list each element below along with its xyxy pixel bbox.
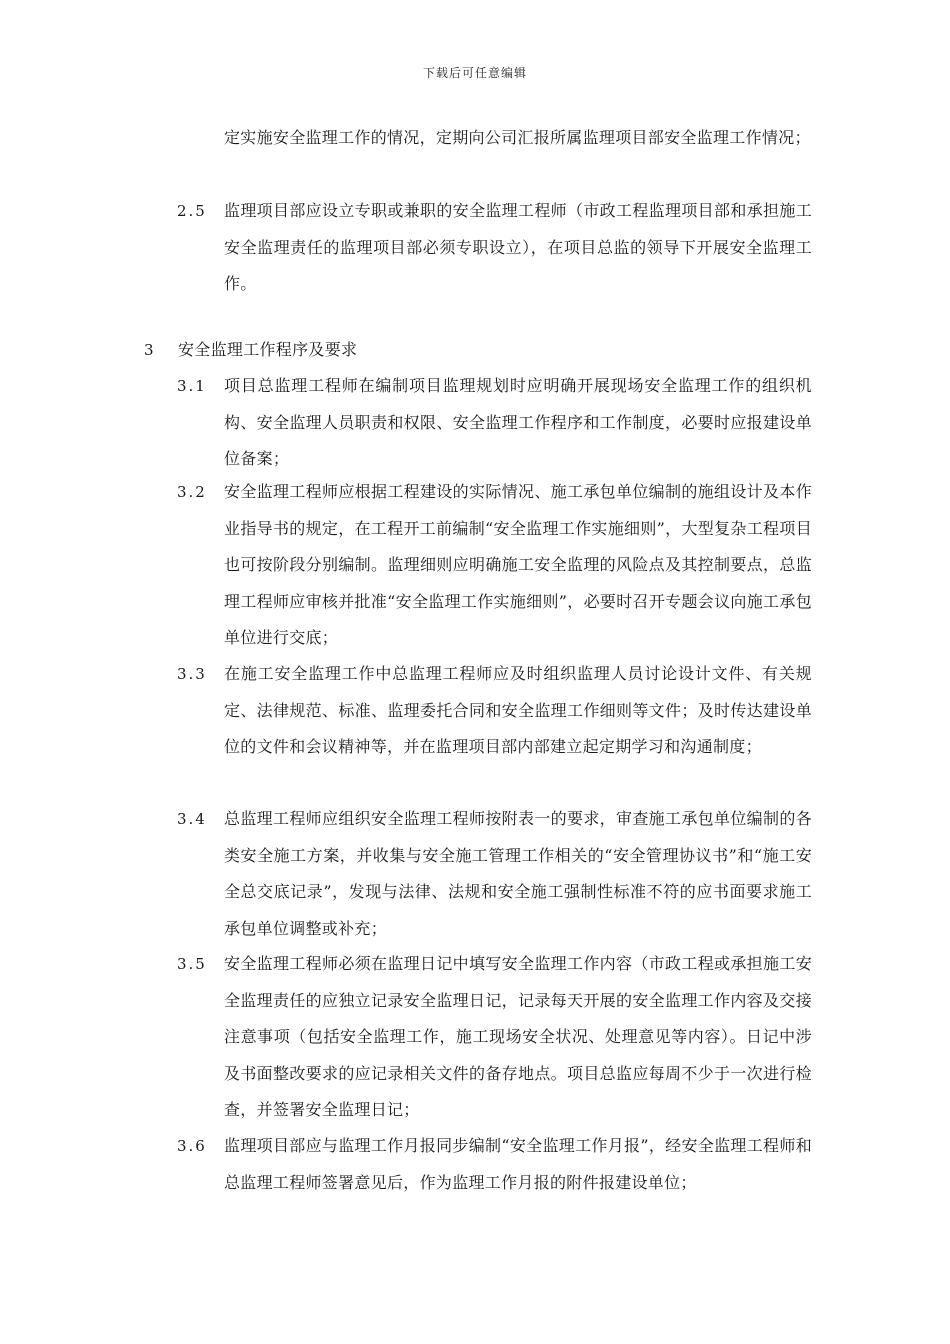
section-3-number: 3: [144, 341, 154, 359]
item-2-5-text: 监理项目部应设立专职或兼职的安全监理工程师（市政工程监理项目部和承担施工安全监理责任的监理项目部必须专职设立），在项目总监的领导下开展安全监理工作。: [224, 201, 812, 293]
item-3-1-text: 项目总监理工程师在编制项目监理规划时应明确开展现场安全监理工作的组织机构、安全监理人员职责和权限、安全监理工作程序和工作制度，必要时应报建设单位备案；: [224, 376, 812, 468]
item-3-6-text: 监理项目部应与监理工作月报同步编制“安全监理工作月报”，经安全监理工程师和总监理工程师签署意见后，作为监理工作月报的附件报建设单位；: [224, 1136, 812, 1192]
section-3-title: 安全监理工作程序及要求: [178, 340, 358, 359]
item-3-3-number: 3.3: [177, 665, 207, 683]
item-3-4-text: 总监理工程师应组织安全监理工程师按附表一的要求，审查施工承包单位编制的各类安全施工方案，并收集与安全施工管理工作相关的“安全管理协议书”和“施工安全总交底记录”，发现与法律、法规和安全施工强制性标准不符的应书面要求施工承包单位调整或补充；: [224, 809, 812, 938]
item-3-5-number: 3.5: [177, 955, 207, 973]
item-3-4-number: 3.4: [177, 810, 207, 828]
intro-continuation-paragraph: 定实施安全监理工作的情况，定期向公司汇报所属监理项目部安全监理工作情况；: [224, 128, 811, 147]
item-3-1-number: 3.1: [177, 377, 207, 395]
item-3-2-number: 3.2: [177, 483, 207, 501]
item-3-3-text: 在施工安全监理工作中总监理工程师应及时组织监理人员讨论设计文件、有关规定、法律规范、标准、监理委托合同和安全监理工作细则等文件；及时传达建设单位的文件和会议精神等，并在监理项目部内部建立起定期学习和沟通制度；: [224, 664, 812, 756]
item-3-6-number: 3.6: [177, 1137, 207, 1155]
page-header: 下载后可任意编辑: [422, 66, 527, 80]
item-2-5-number: 2.5: [177, 202, 207, 220]
item-3-5-text: 安全监理工程师必须在监理日记中填写安全监理工作内容（市政工程或承担施工安全监理责任的应独立记录安全监理日记，记录每天开展的安全监理工作内容及交接注意事项（包括安全监理工作，施工现场安全状况、处理意见等内容）。日记中涉及书面整改要求的应记录相关文件的备存地点。项目总监应每周不少于一次进行检查，并签署安全监理日记；: [224, 954, 812, 1119]
item-3-2-text: 安全监理工程师应根据工程建设的实际情况、施工承包单位编制的施组设计及本作业指导书的规定，在工程开工前编制“安全监理工作实施细则”，大型复杂工程项目也可按阶段分别编制。监理细则应明确施工安全监理的风险点及其控制要点，总监理工程师应审核并批准“安全监理工作实施细则”，必要时召开专题会议向施工承包单位进行交底；: [224, 482, 812, 647]
